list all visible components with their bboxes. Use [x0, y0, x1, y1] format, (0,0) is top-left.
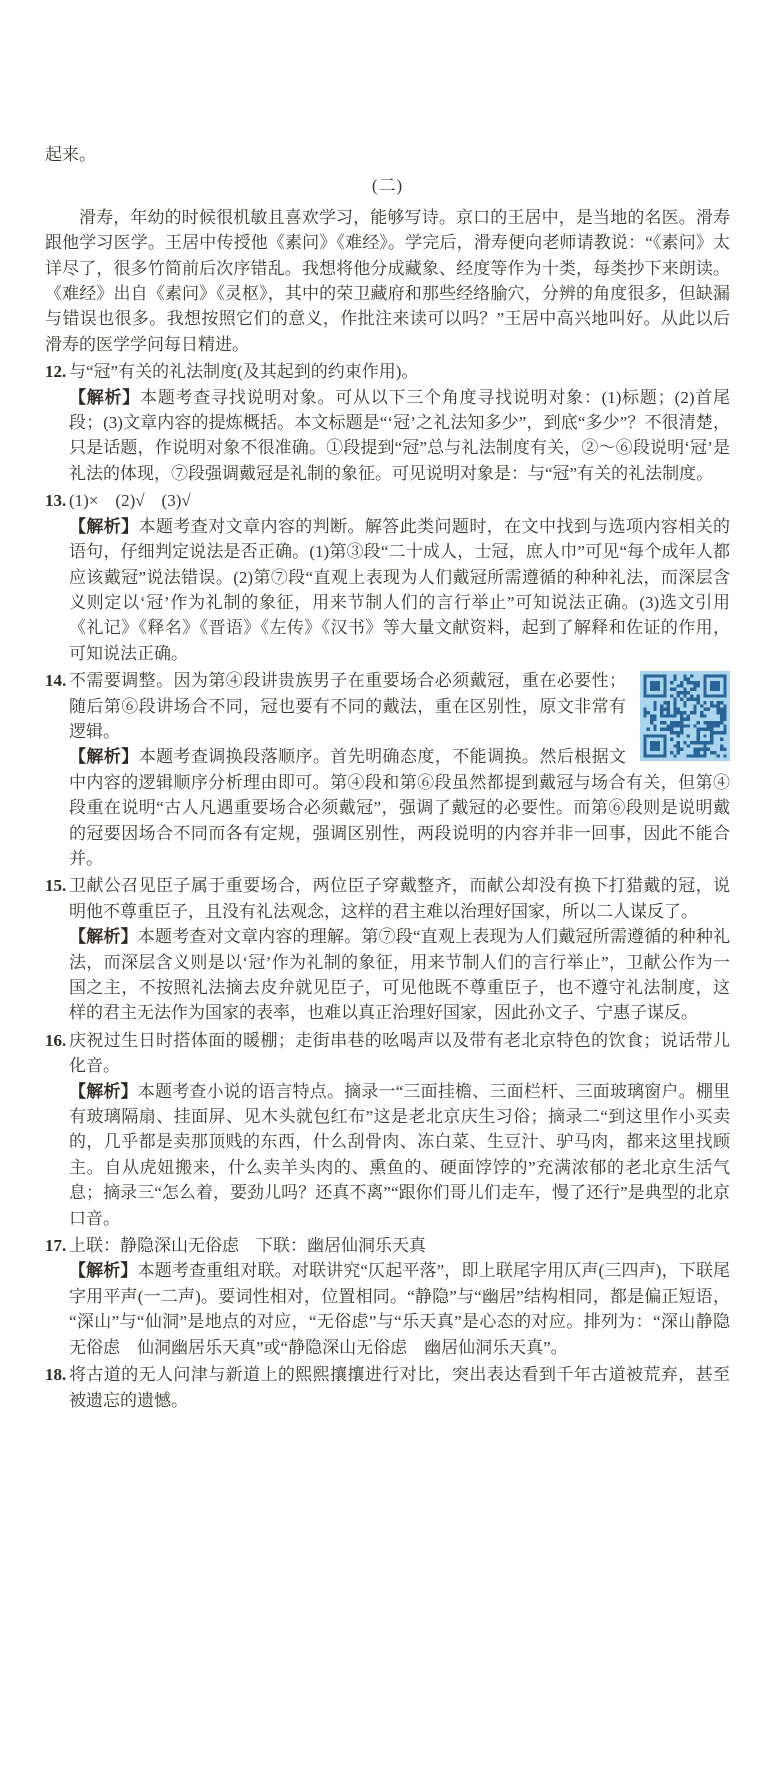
item-number: 13.	[45, 491, 67, 511]
item-number: 16.	[45, 1030, 67, 1050]
item-number: 15.	[45, 876, 67, 896]
analysis-label: 【解析】	[69, 927, 138, 947]
answer-item-17	[45, 1233, 730, 1360]
item-answer-text: 不需要调整。因为第④段讲贵族男子在重要场合必须戴冠，重在必要性；随后第⑥段讲场合不同，冠也要有不同的戴法，重在区别性，原文非常有逻辑。	[69, 671, 626, 741]
carryover-line: 起来。	[45, 145, 96, 164]
section-heading: (二)	[371, 176, 404, 196]
answer-item-15	[45, 873, 730, 1025]
analysis-label: 【解析】	[69, 387, 141, 407]
answer-item-12	[45, 359, 730, 486]
item-number: 17.	[45, 1236, 67, 1256]
item-analysis	[69, 1258, 730, 1360]
item-analysis	[69, 1079, 730, 1231]
item-answer	[69, 668, 730, 744]
translation-paragraph: 滑寿，年幼的时候很机敏且喜欢学习，能够写诗。京口的王居中，是当地的名医。滑寿跟他学习医学。王居中传授他《素问》《难经》。学完后，滑寿便向老师请教说：“《素问》太详尽了，很多竹简前后次序错乱。我想将他分成藏象、经度等作为十类，每类抄下来朗读。《难经》出自《素问》《灵枢》，其中的荣卫藏府和那些经络腧穴，分辨的角度很多，但缺漏与错误也很多。我想按照它们的意义，作批注来读可以吗？”王居中高兴地叫好。从此以后滑寿的医学学问每日精进。	[45, 207, 730, 354]
analysis-text: 本题考查对文章内容的理解。第⑦段“直观上表现为人们戴冠所需遵循的种种礼法，而深层含义则是以‘冠’作为礼制的象征，用来节制人们的言行举止”，卫献公作为一国之主，不按照礼法摘去皮弁就见臣子，可见他既不尊重臣子，也不遵守礼法制度，这样的君主无法作为国家的表率，也难以真正治理好国家，因此孙文子、宁惠子谋反。	[69, 927, 731, 1023]
item-answer: (1)× (2)√ (3)√	[69, 491, 191, 511]
answer-item-13	[45, 488, 730, 666]
item-analysis	[69, 744, 730, 871]
item-analysis	[69, 385, 730, 487]
item-analysis	[69, 924, 730, 1026]
qr-code	[640, 671, 730, 761]
analysis-text: 本题考查寻找说明对象。可从以下三个角度寻找说明对象：(1)标题；(2)首尾段；(3)文章内容的提炼概括。本文标题是“‘冠’之礼法知多少”，到底“多少”？不很清楚，只是话题，作说明对象不很准确。①段提到“冠”总与礼法制度有关，②～⑥段说明‘冠’是礼法的体现，⑦段强调戴冠是礼制的象征。可见说明对象是：与“冠”有关的礼法制度。	[69, 387, 730, 483]
analysis-label: 【解析】	[69, 1081, 138, 1101]
item-answer: 将古道的无人问津与新道上的熙熙攘攘进行对比，突出表达看到千年古道被荒弃，甚至被遗忘的遗憾。	[69, 1365, 730, 1410]
analysis-text: 本题考查对文章内容的判断。解答此类问题时，在文中找到与选项内容相关的语句，仔细判定说法是否正确。(1)第③段“二十成人，士冠，庶人巾”可见“每个成年人都应该戴冠”说法错误。(2)第⑦段“直观上表现为人们戴冠所需遵循的种种礼法，而深层含义则定以‘冠’作为礼制的象征，用来节制人们的言行举止”可知说法正确。(3)选文引用《礼记》《释名》《晋语》《左传》《汉书》等大量文献资料，起到了解释和佐证的作用，可知说法正确。	[69, 516, 731, 663]
analysis-label: 【解析】	[69, 747, 139, 767]
item-answer: 与“冠”有关的礼法制度(及其起到的约束作用)。	[69, 362, 419, 382]
item-answer: 庆祝过生日时搭体面的暖棚；走街串巷的吆喝声以及带有老北京特色的饮食；说话带儿化音。	[69, 1030, 730, 1076]
analysis-text: 本题考查调换段落顺序。首先明确态度，不能调换。然后根据文中内容的逻辑顺序分析理由即可。第④段和第⑥段虽然都提到戴冠与场合有关，但第④段重在说明“古人凡遇重要场合必须戴冠”，强调了戴冠的必要性。而第⑥段则是说明戴的冠要因场合不同而各有定规，强调区别性，两段说明的内容并非一回事，因此不能合并。	[69, 747, 730, 868]
analysis-label: 【解析】	[69, 1261, 138, 1281]
analysis-text: 本题考查小说的语言特点。摘录一“三面挂檐、三面栏杆、三面玻璃窗户。棚里有玻璃隔扇、挂面屏、见木头就包红布”这是老北京庆生习俗；摘录二“到这里作小买卖的，几乎都是卖那顶贱的东西，什么刮骨肉、冻白菜、生豆汁、驴马肉，都来这里找顾主。自从虎妞搬来，什么卖羊头肉的、熏鱼的、硬面饽饽的”充满浓郁的老北京生活气息；摘录三“怎么着，要劲儿吗？还真不离”“跟你们哥儿们走车，慢了还行”是典型的北京口音。	[69, 1081, 731, 1228]
item-number: 12.	[45, 362, 67, 382]
item-analysis	[69, 514, 730, 666]
analysis-label: 【解析】	[69, 516, 139, 536]
item-number: 18.	[45, 1365, 67, 1385]
item-answer: 卫献公召见臣子属于重要场合，两位臣子穿戴整齐，而献公却没有换下打猎戴的冠，说明他不尊重臣子，且没有礼法观念，这样的君主难以治理好国家，所以二人谋反了。	[69, 876, 730, 921]
item-number: 14.	[45, 671, 67, 691]
analysis-text: 本题考查重组对联。对联讲究“仄起平落”，即上联尾字用仄声(三四声)，下联尾字用平声(一二声)。要词性相对，位置相同。“静隐”与“幽居”结构相同，都是偏正短语，“深山”与“仙洞”是地点的对应，“无俗虑”与“乐天真”是心态的对应。排列为：“深山静隐无俗虑 仙洞幽居乐天真”或“静隐深山无俗虑 幽居仙洞乐天真”。	[69, 1261, 730, 1357]
answer-item-18	[45, 1362, 730, 1413]
answer-item-16	[45, 1028, 730, 1231]
item-answer: 上联：静隐深山无俗虑 下联：幽居仙洞乐天真	[69, 1236, 426, 1256]
answer-item-14	[45, 668, 730, 871]
